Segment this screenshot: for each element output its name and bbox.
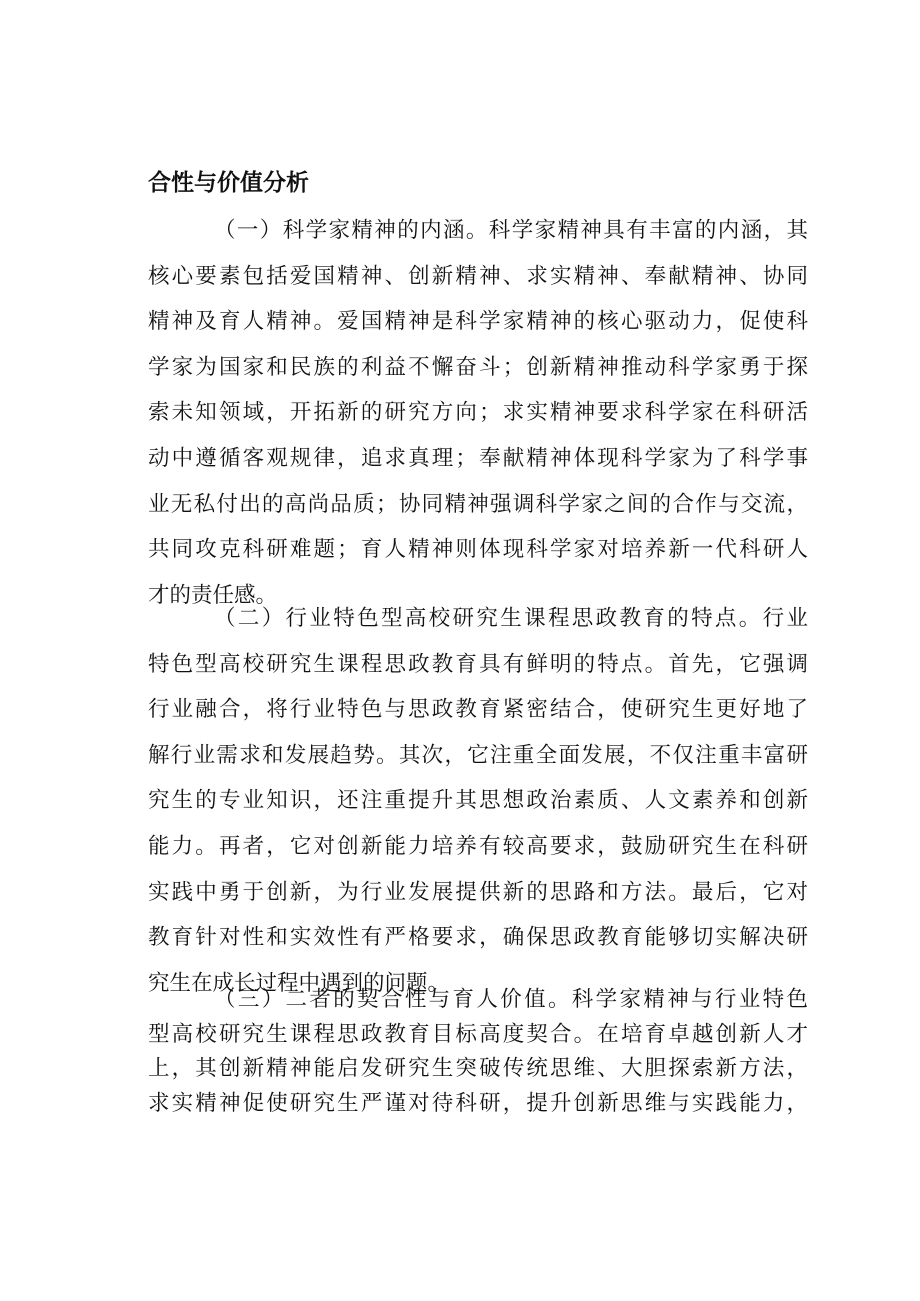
paragraph-line: 行业融合，将行业特色与思政教育紧密结合，使研究生更好地了 (148, 697, 808, 723)
paragraph-line: 上，其创新精神能启发研究生突破传统思维、大胆探索新方法， (148, 1056, 808, 1081)
paragraph-line: 究生的专业知识，还注重提升其思想政治素质、人文素养和创新 (148, 788, 808, 814)
paragraph-line: 共同攻克科研难题；育人精神则体现科学家对培养新一代科研人 (148, 537, 808, 563)
paragraph-fit-and-value (148, 983, 808, 1121)
paragraph-line: （三）二者的契合性与育人价值。科学家精神与行业特色 (214, 987, 808, 1012)
paragraph-line: （二）行业特色型高校研究生课程思政教育的特点。行业 (214, 606, 808, 631)
paragraph-line: 能力。再者，它对创新能力培养有较高要求，鼓励研究生在科研 (148, 833, 808, 859)
paragraph-course-features (148, 596, 808, 1006)
paragraph-line: 型高校研究生课程思政教育目标高度契合。在培育卓越创新人才 (148, 1021, 808, 1047)
paragraph-line: 索未知领域，开拓新的研究方向；求实精神要求科学家在科研活 (148, 400, 808, 426)
paragraph-line: 解行业需求和发展趋势。其次，它注重全面发展，不仅注重丰富研 (148, 742, 808, 768)
paragraph-line: 教育针对性和实效性有严格要求，确保思政教育能够切实解决研 (148, 925, 808, 951)
paragraph-line: （一）科学家精神的内涵。科学家精神具有丰富的内涵，其 (214, 218, 808, 243)
paragraph-line: 精神及育人精神。爱国精神是科学家精神的核心驱动力，促使科 (148, 309, 808, 335)
paragraph-line: 实践中勇于创新，为行业发展提供新的思路和方法。最后，它对 (148, 879, 808, 905)
paragraph-line: 核心要素包括爱国精神、创新精神、求实精神、奉献精神、协同 (148, 263, 808, 289)
paragraph-line: 特色型高校研究生课程思政教育具有鲜明的特点。首先，它强调 (148, 651, 808, 677)
paragraph-line: 业无私付出的高尚品质；协同精神强调科学家之间的合作与交流， (148, 491, 808, 517)
section-heading: 合性与价值分析 (148, 170, 309, 196)
paragraph-scientist-spirit (148, 208, 808, 618)
paragraph-line: 才的责任感。 (148, 582, 278, 608)
paragraph-line: 学家为国家和民族的利益不懈奋斗；创新精神推动科学家勇于探 (148, 354, 808, 380)
paragraph-line: 求实精神促使研究生严谨对待科研，提升创新思维与实践能力， (148, 1090, 808, 1116)
paragraph-line: 究生在成长过程中遇到的问题。 (148, 970, 450, 996)
paragraph-line: 动中遵循客观规律，追求真理；奉献精神体现科学家为了科学事 (148, 445, 808, 471)
